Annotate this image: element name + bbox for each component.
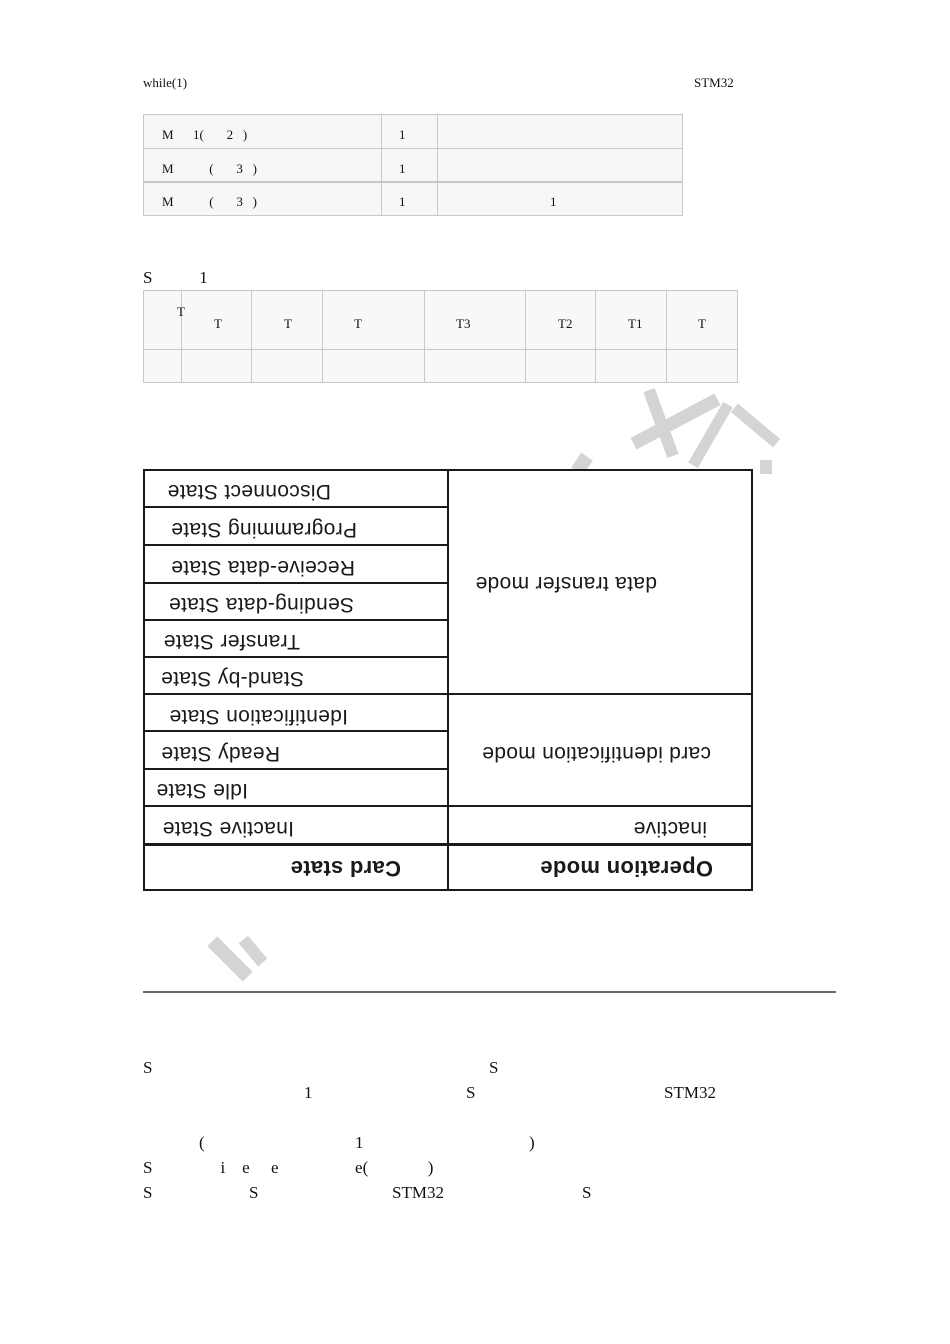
table-divider xyxy=(437,115,438,215)
table-row-1-name: M 1( 2 ) xyxy=(162,127,248,142)
table-header: T1 xyxy=(628,316,643,331)
state-standby: Stand-by State xyxy=(160,667,304,690)
mode-transfer: data transfer mode xyxy=(475,572,657,595)
paragraph-text: 1 xyxy=(304,1083,313,1102)
state-idle: Idle State xyxy=(156,779,248,802)
paragraph-text: S xyxy=(466,1083,476,1102)
table-header: T xyxy=(284,316,292,331)
state-receive-data: Receive-data State xyxy=(170,556,355,579)
state-identification: Identification State xyxy=(169,705,348,728)
table-border xyxy=(143,619,447,621)
state-sending-data: Sending-data State xyxy=(168,593,354,616)
mode-identification: card identification mode xyxy=(482,742,711,765)
table-corner-label: T xyxy=(177,304,185,319)
table-row-3-note: 1 xyxy=(550,194,557,209)
table-divider xyxy=(525,291,526,382)
column-header-mode: Operation mode xyxy=(540,856,713,881)
table-header: T3 xyxy=(456,316,471,331)
paragraph-text: STM32 xyxy=(664,1083,716,1102)
table-header: T xyxy=(354,316,362,331)
table-border xyxy=(143,730,447,732)
paragraph-text: S xyxy=(489,1058,499,1077)
table-row-3-value: 1 xyxy=(399,194,406,209)
code-text-while: while(1) xyxy=(143,75,188,90)
state-programming: Programming State xyxy=(170,518,357,541)
table-border xyxy=(143,469,145,891)
paragraph-text: S i e e e( ) xyxy=(143,1158,434,1177)
table-header: T2 xyxy=(558,316,573,331)
paragraph-text: ) xyxy=(529,1133,535,1152)
table-header: T xyxy=(698,316,706,331)
column-header-state: Card state xyxy=(290,856,401,881)
table-row-2-value: 1 xyxy=(399,161,406,176)
paragraph-text: ( xyxy=(199,1133,205,1152)
table-row-1-value: 1 xyxy=(399,127,406,142)
paragraph-text: STM32 xyxy=(392,1183,444,1202)
table-divider xyxy=(381,115,382,215)
register-table xyxy=(143,114,683,216)
table-divider xyxy=(666,291,667,382)
state-ready: Ready State xyxy=(161,742,280,765)
paragraph-text: 1 xyxy=(355,1133,364,1152)
card-state-table xyxy=(143,469,753,891)
table-divider xyxy=(251,291,252,382)
table-border xyxy=(143,544,447,546)
mode-inactive: inactive xyxy=(633,817,707,840)
table-border xyxy=(143,582,447,584)
table-header: T xyxy=(214,316,222,331)
state-disconnect: Disconnect State xyxy=(167,480,331,503)
header-stm32: STM32 xyxy=(694,75,734,90)
table-divider xyxy=(595,291,596,382)
table-divider xyxy=(144,148,682,149)
table-divider xyxy=(144,349,737,350)
table-border xyxy=(143,656,447,658)
paragraph-text: S xyxy=(143,1058,153,1077)
table-divider xyxy=(144,181,682,183)
table-divider xyxy=(424,291,425,382)
timing-table xyxy=(143,290,738,383)
paragraph-text: S xyxy=(143,1183,153,1202)
section-divider xyxy=(143,991,836,993)
state-inactive: Inactive State xyxy=(162,817,294,840)
table-divider xyxy=(322,291,323,382)
table-row-3-name: M ( 3 ) xyxy=(162,194,257,209)
table-row-2-name: M ( 3 ) xyxy=(162,161,257,176)
paragraph-text: S xyxy=(582,1183,592,1202)
paragraph-text: S xyxy=(249,1183,259,1202)
table-border xyxy=(751,469,753,891)
table-border xyxy=(143,768,447,770)
section-title: S 1 xyxy=(143,268,208,287)
state-transfer: Transfer State xyxy=(163,630,300,653)
table-border xyxy=(447,469,449,891)
table-border xyxy=(143,506,447,508)
